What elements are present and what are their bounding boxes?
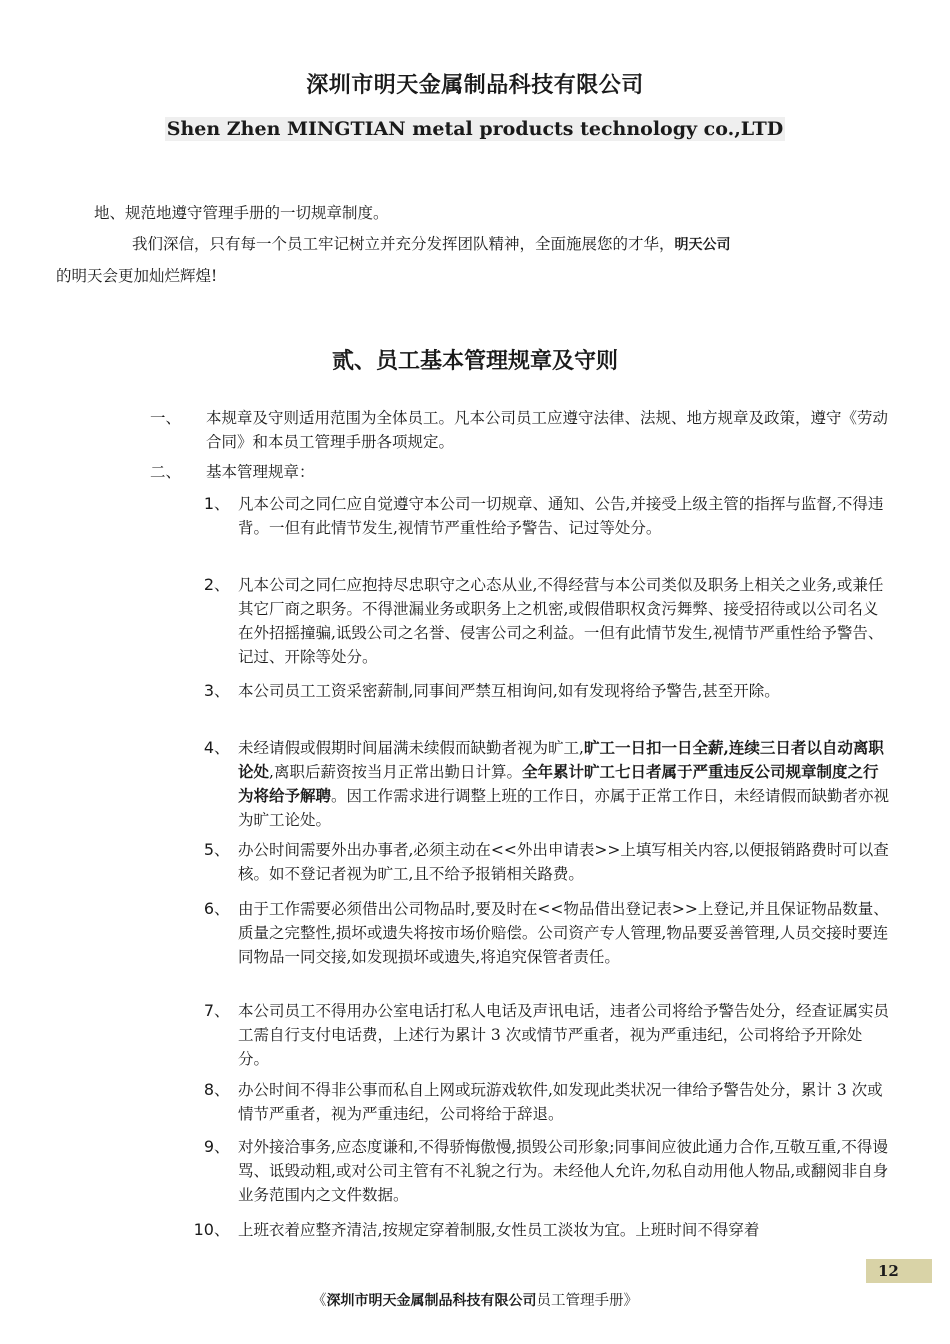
rule-text: 办公时间需要外出办事者,必须主动在<<外出申请表>>上填写相关内容,以便报销路费时可以查核。如不登记者视为旷工,且不给予报销相关路费。 <box>238 841 889 883</box>
rule-number: 8、 <box>203 1080 230 1099</box>
intro-line: 地、规范地遵守管理手册的一切规章制度。 <box>94 204 389 222</box>
rule-text-part: ,离职后薪资按当月正常出勤日计算。 <box>269 763 522 781</box>
rule-text: 本公司员工工资采密薪制,同事间严禁互相询问,如有发现将给予警告,甚至开除。 <box>238 682 780 700</box>
rule-text-bold: 全年累计旷工七日者属于严重违反公司规章制度之行为将给予解聘 <box>238 762 879 805</box>
rule-item <box>190 1135 890 1207</box>
company-name-en-wrap <box>0 117 950 141</box>
intro-paragraph <box>56 229 884 292</box>
rule-number: 3、 <box>203 681 230 700</box>
intro-company-bold: 明天公司 <box>674 237 731 253</box>
rule-item <box>190 897 890 969</box>
footer-title-rest: 员工管理手册》 <box>536 1293 638 1309</box>
rule-number: 1、 <box>203 494 230 513</box>
rule-text: 凡本公司之同仁应自觉遵守本公司一切规章、通知、公告,并接受上级主管的指挥与监督,不得违背。一但有此情节发生,视情节严重性给予警告、记过等处分。 <box>238 495 884 537</box>
rule-item <box>190 573 890 669</box>
outer-item <box>150 460 890 484</box>
rule-item <box>190 1218 890 1242</box>
intro-text-a: 我们深信，只有每一个员工牢记树立并充分发挥团队精神，全面施展您的才华， <box>132 235 675 253</box>
outer-item-text: 本规章及守则适用范围为全体员工。凡本公司员工应遵守法律、法规、地方规章及政策，遵守《劳动合同》和本员工管理手册各项规定。 <box>206 409 889 451</box>
company-name-cn: 深圳市明天金属制品科技有限公司 <box>306 73 644 98</box>
rule-item <box>190 999 890 1071</box>
rule-text: 凡本公司之同仁应抱持尽忠职守之心态从业,不得经营与本公司类似及职务上相关之业务,或兼任其它厂商之职务。不得泄漏业务或职务上之机密,或假借职权贪污舞弊、接受招待或以公司名义在外招摇撞骗,诋毁公司之名誉、侵害公司之利益。一但有此情节发生,视情节严重性给予警告、记过、开除等处分。 <box>238 576 884 666</box>
rule-number: 6、 <box>203 899 230 918</box>
rule-text: 上班衣着应整齐清洁,按规定穿着制服,女性员工淡妆为宜。上班时间不得穿着 <box>238 1221 760 1239</box>
footer-company-bold: 深圳市明天金属制品科技有限公司 <box>326 1293 537 1309</box>
rule-text-part: 未经请假或假期时间届满未续假而缺勤者视为旷工, <box>238 739 584 757</box>
rule-number: 4、 <box>203 738 230 757</box>
section-title: 贰、员工基本管理规章及守则 <box>331 349 618 374</box>
rule-number: 5、 <box>203 840 230 859</box>
footer-open-quote: 《 <box>312 1293 327 1309</box>
outer-item-number: 一、 <box>150 409 182 427</box>
rule-text-part: 。因工作需求进行调整上班的工作日，亦属于正常工作日，未经请假而缺勤者亦视为旷工论处。 <box>238 787 890 829</box>
page-number-badge: 12 <box>866 1259 932 1283</box>
rule-item <box>190 492 890 540</box>
rule-number: 2、 <box>203 575 230 594</box>
rule-number: 7、 <box>203 1001 230 1020</box>
rule-number: 9、 <box>203 1137 230 1156</box>
rule-text: 本公司员工不得用办公室电话打私人电话及声讯电话，违者公司将给予警告处分，经查证属实员工需自行支付电话费，上述行为累计 3 次或情节严重者，视为严重违纪，公司将给予开除处分。 <box>238 1002 890 1068</box>
outer-item-text: 基本管理规章： <box>206 463 315 481</box>
rule-text: 对外接洽事务,应态度谦和,不得骄悔傲慢,损毁公司形象;同事间应彼此通力合作,互敬互重,不得谩骂、诋毁动粗,或对公司主管有不礼貌之行为。未经他人允许,勿私自动用他人物品,或翻阅非自身业务范围内之文件数据。 <box>238 1138 889 1204</box>
rule-text: 由于工作需要必须借出公司物品时,要及时在<<物品借出登记表>>上登记,并且保证物品数量、质量之完整性,损坏或遗失将按市场价赔偿。公司资产专人管理,物品要妥善管理,人员交接时要连同物品一同交接,如发现损坏或遗失,将追究保管者责任。 <box>238 900 889 966</box>
rule-item <box>190 1078 890 1126</box>
rule-text: 办公时间不得非公事而私自上网或玩游戏软件,如发现此类状况一律给予警告处分，累计 3 次或情节严重者，视为严重违纪，公司将给于辞退。 <box>238 1081 883 1123</box>
outer-item <box>150 406 890 454</box>
rule-item <box>190 679 890 703</box>
rule-item <box>190 736 890 832</box>
intro-text-b: 的明天会更加灿烂辉煌! <box>56 267 218 285</box>
rule-number: 10、 <box>193 1220 230 1239</box>
rule-text-bold: 旷工一日扣一日全薪,连续三日者以自动离职论处 <box>238 738 884 781</box>
company-name-en: Shen Zhen MINGTIAN metal products technology co.,LTD <box>166 118 784 140</box>
rule-item <box>190 838 890 886</box>
footer-title <box>0 1289 950 1310</box>
outer-item-number: 二、 <box>150 463 182 481</box>
rule-text <box>238 736 890 832</box>
